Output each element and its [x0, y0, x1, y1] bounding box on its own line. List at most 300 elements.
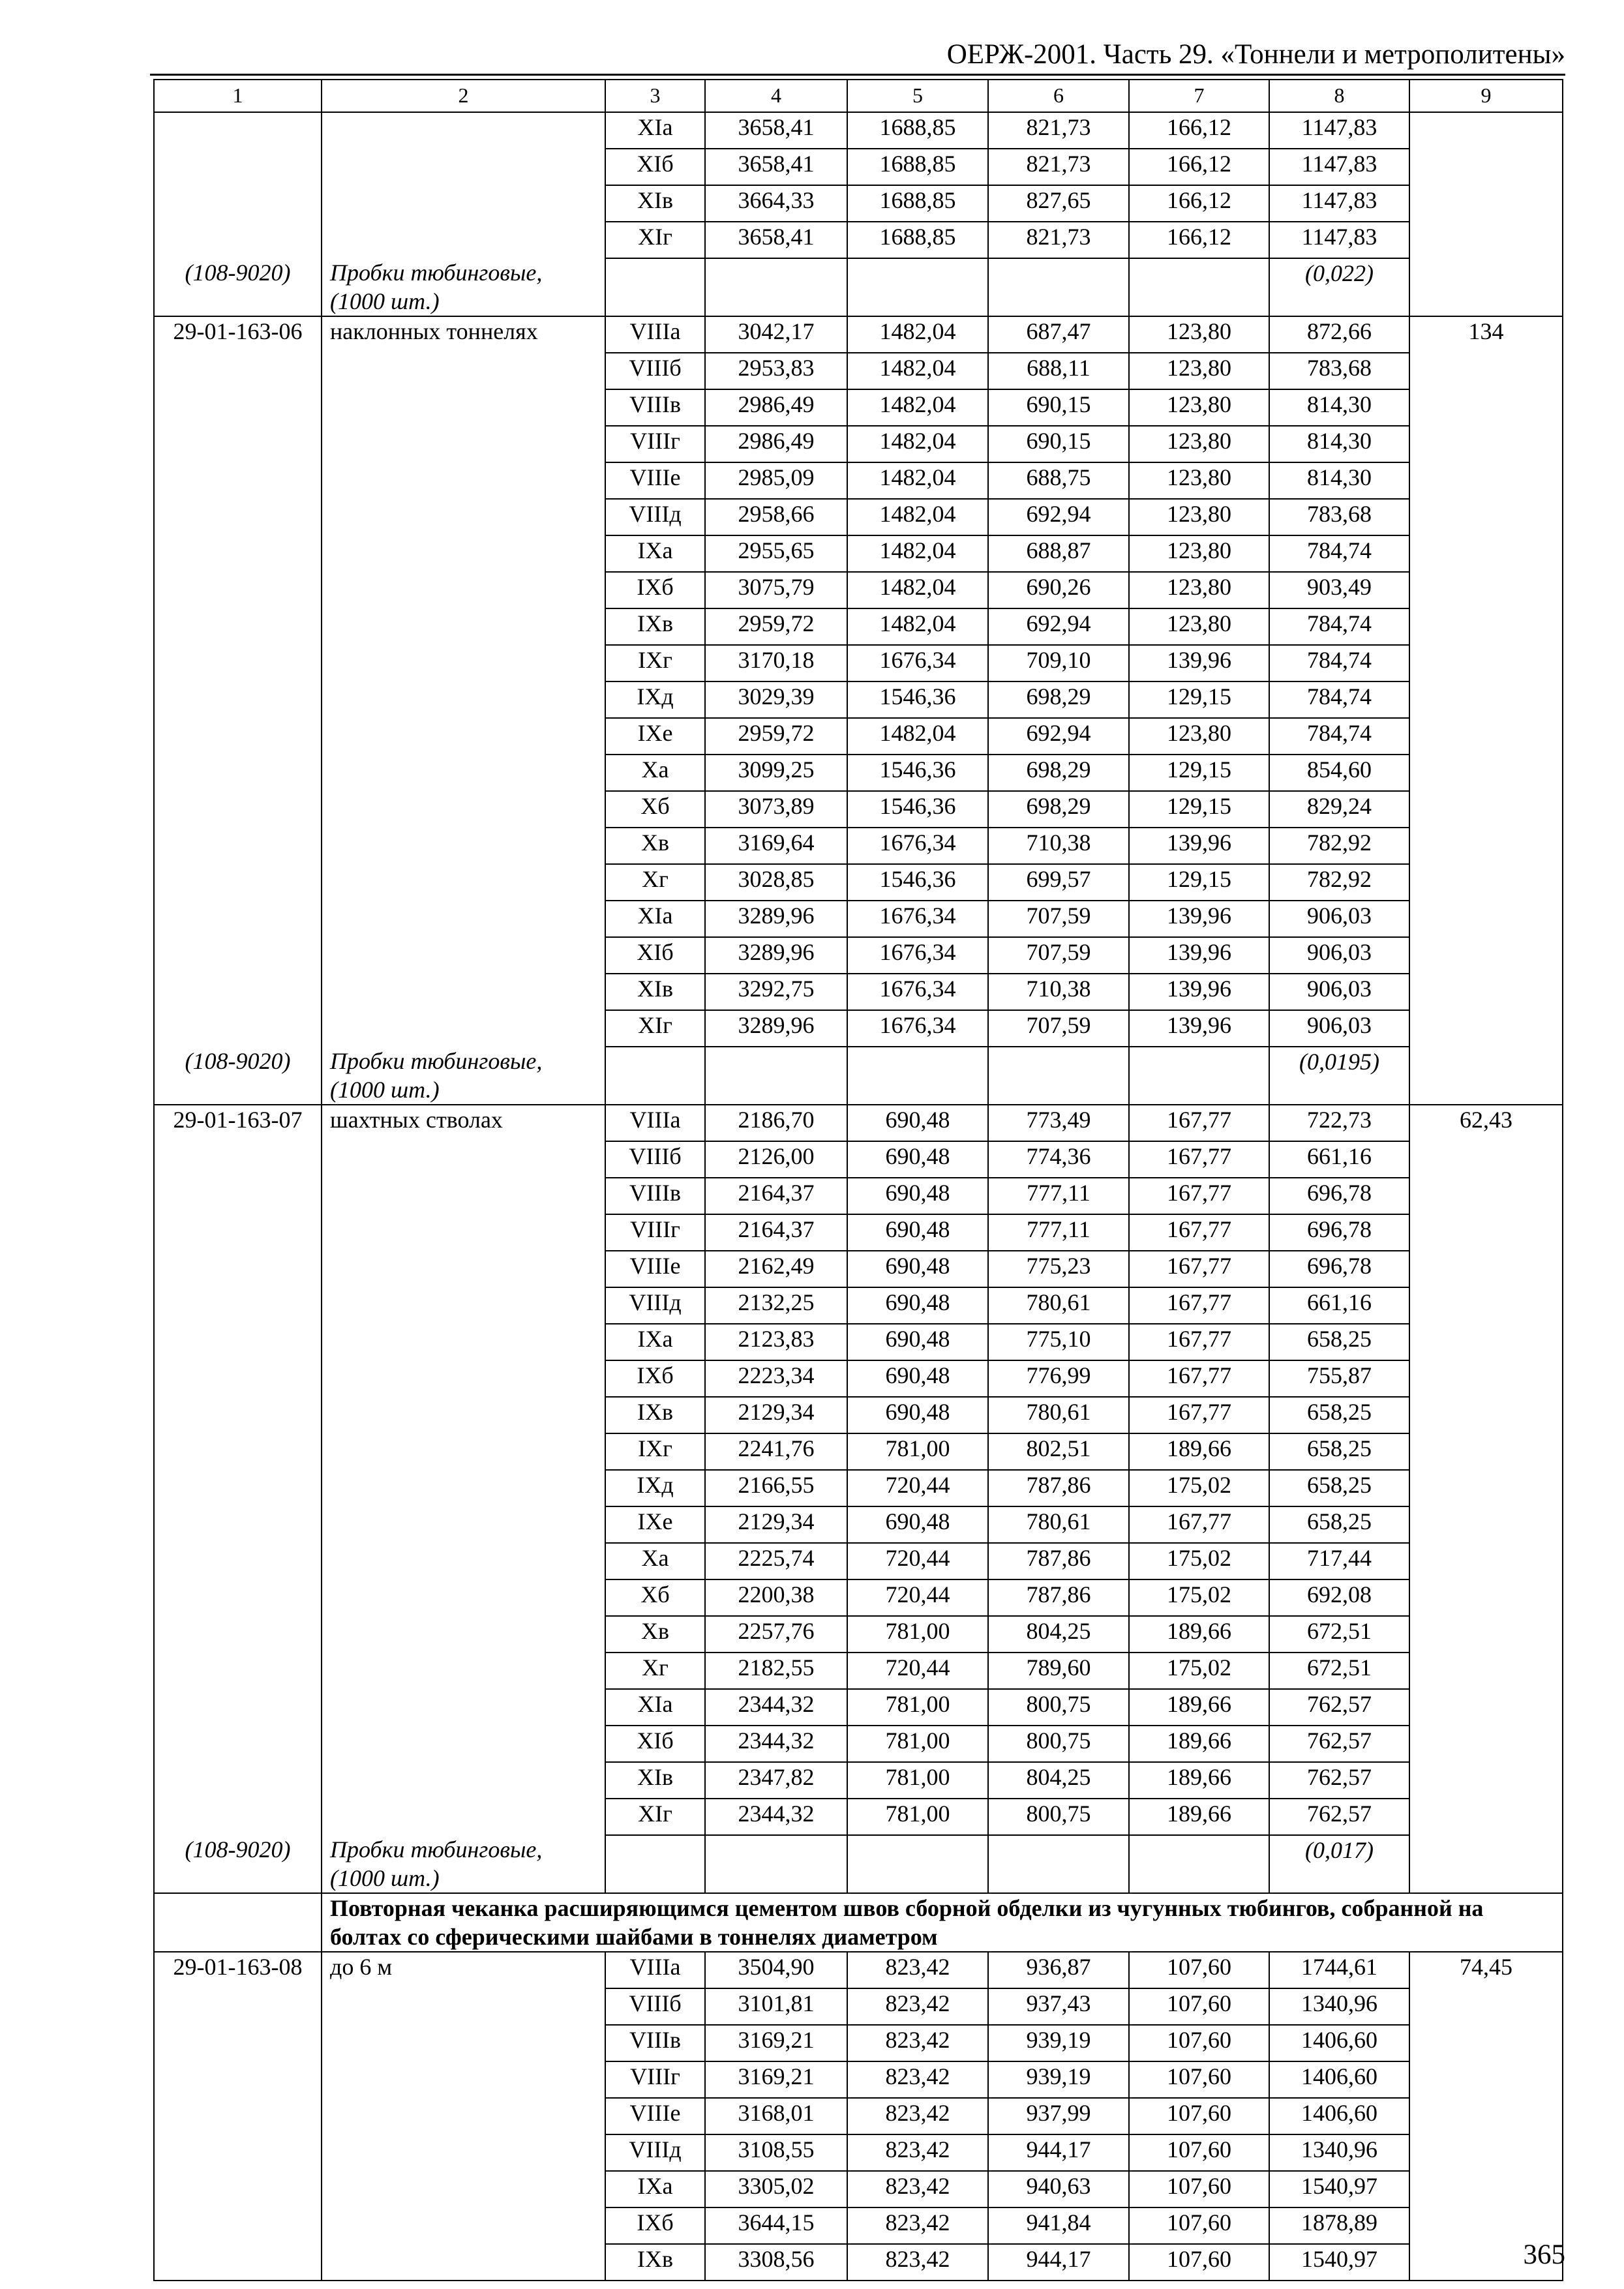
- work-name-cell: [322, 1470, 605, 1506]
- value-cell: 167,77: [1129, 1506, 1269, 1543]
- norm-code-cell: [154, 901, 322, 937]
- empty-cell: [705, 258, 847, 316]
- work-name-cell: [322, 149, 605, 185]
- value-cell: 1676,34: [847, 828, 988, 864]
- empty-cell: [705, 1835, 847, 1893]
- table-row: [154, 1579, 1563, 1616]
- value-cell: 782,92: [1269, 864, 1409, 901]
- region-cell: VIIIа: [605, 1952, 705, 1988]
- labor-cost-cell: [1409, 974, 1563, 1010]
- value-cell: 2200,38: [705, 1579, 847, 1616]
- value-cell: 175,02: [1129, 1470, 1269, 1506]
- labor-cost-cell: [1409, 426, 1563, 462]
- table-row: [154, 2061, 1563, 2098]
- column-number-8: 8: [1269, 80, 1409, 112]
- work-name-cell: [322, 645, 605, 681]
- value-cell: 2129,34: [705, 1506, 847, 1543]
- labor-cost-cell: [1409, 1579, 1563, 1616]
- value-cell: 690,48: [847, 1324, 988, 1360]
- value-cell: 1688,85: [847, 149, 988, 185]
- value-cell: 123,80: [1129, 389, 1269, 426]
- page-number: 365: [1523, 2239, 1565, 2270]
- labor-cost-cell: [1409, 1616, 1563, 1653]
- value-cell: 823,42: [847, 1952, 988, 1988]
- value-cell: 3168,01: [705, 2098, 847, 2134]
- value-cell: 821,73: [988, 222, 1129, 258]
- value-cell: 189,66: [1129, 1726, 1269, 1762]
- table-row: [154, 1397, 1563, 1433]
- table-row: [154, 353, 1563, 389]
- value-cell: 2347,82: [705, 1762, 847, 1799]
- region-cell: Xв: [605, 1616, 705, 1653]
- work-name-cell: [322, 2207, 605, 2244]
- work-name-cell: [322, 1506, 605, 1543]
- work-name-cell: [322, 608, 605, 645]
- labor-cost-cell: [1409, 608, 1563, 645]
- value-cell: 3289,96: [705, 1010, 847, 1047]
- value-cell: 1688,85: [847, 185, 988, 222]
- work-name-cell: [322, 1726, 605, 1762]
- norm-code-cell: [154, 185, 322, 222]
- value-cell: 692,08: [1269, 1579, 1409, 1616]
- work-name-cell: [322, 1010, 605, 1047]
- table-row: [154, 1543, 1563, 1579]
- value-cell: 3664,33: [705, 185, 847, 222]
- value-cell: 804,25: [988, 1762, 1129, 1799]
- labor-cost-cell: [1409, 755, 1563, 791]
- work-name-cell: [322, 2171, 605, 2207]
- value-cell: 781,00: [847, 1762, 988, 1799]
- value-cell: 1546,36: [847, 755, 988, 791]
- norm-code-cell: 29-01-163-07: [154, 1105, 322, 1141]
- table-row: [154, 828, 1563, 864]
- norm-code-cell: [154, 1141, 322, 1178]
- labor-cost-cell: [1409, 2098, 1563, 2134]
- material-row: [154, 1047, 1563, 1105]
- region-cell: IXд: [605, 1470, 705, 1506]
- value-cell: 692,94: [988, 718, 1129, 755]
- value-cell: 107,60: [1129, 2134, 1269, 2171]
- empty-cell: [705, 1047, 847, 1105]
- norm-code-cell: [154, 718, 322, 755]
- value-cell: 762,57: [1269, 1689, 1409, 1726]
- table-row: [154, 1799, 1563, 1835]
- region-cell: Xб: [605, 791, 705, 828]
- region-cell: VIIIг: [605, 1214, 705, 1251]
- region-cell: XIг: [605, 222, 705, 258]
- region-cell: Xа: [605, 1543, 705, 1579]
- value-cell: 2959,72: [705, 608, 847, 645]
- table-row: [154, 2207, 1563, 2244]
- value-cell: 823,42: [847, 1988, 988, 2025]
- region-cell: Xб: [605, 1579, 705, 1616]
- norm-code-cell: [154, 499, 322, 535]
- region-cell: IXг: [605, 1433, 705, 1470]
- value-cell: 3658,41: [705, 222, 847, 258]
- norm-code-cell: [154, 681, 322, 718]
- value-cell: 129,15: [1129, 791, 1269, 828]
- material-code: (108-9020): [154, 1835, 322, 1893]
- value-cell: 710,38: [988, 828, 1129, 864]
- norm-code-cell: [154, 1653, 322, 1689]
- region-cell: XIв: [605, 1762, 705, 1799]
- column-number-4: 4: [705, 80, 847, 112]
- value-cell: 167,77: [1129, 1324, 1269, 1360]
- work-name-cell: [322, 1214, 605, 1251]
- value-cell: 2953,83: [705, 353, 847, 389]
- norm-code-cell: [154, 112, 322, 149]
- value-cell: 3169,64: [705, 828, 847, 864]
- table-row: [154, 791, 1563, 828]
- norm-code-cell: [154, 1433, 322, 1470]
- work-name-cell: [322, 535, 605, 572]
- table-row: [154, 1360, 1563, 1397]
- labor-cost-cell: [1409, 535, 1563, 572]
- value-cell: 707,59: [988, 937, 1129, 974]
- value-cell: 941,84: [988, 2207, 1129, 2244]
- value-cell: 781,00: [847, 1433, 988, 1470]
- value-cell: 696,78: [1269, 1178, 1409, 1214]
- value-cell: 775,23: [988, 1251, 1129, 1287]
- labor-cost-cell: [1409, 1287, 1563, 1324]
- region-cell: VIIIб: [605, 1141, 705, 1178]
- table-row: [154, 901, 1563, 937]
- value-cell: 774,36: [988, 1141, 1129, 1178]
- value-cell: 139,96: [1129, 974, 1269, 1010]
- value-cell: 139,96: [1129, 828, 1269, 864]
- value-cell: 123,80: [1129, 353, 1269, 389]
- table-row: [154, 149, 1563, 185]
- work-name-cell: [322, 1653, 605, 1689]
- table-row: [154, 1010, 1563, 1047]
- table-row: [154, 1105, 1563, 1141]
- region-cell: VIIIв: [605, 1178, 705, 1214]
- norm-code-cell: [154, 389, 322, 426]
- table-row: [154, 1506, 1563, 1543]
- work-name-cell: [322, 1616, 605, 1653]
- region-cell: IXб: [605, 2207, 705, 2244]
- value-cell: 787,86: [988, 1579, 1129, 1616]
- labor-cost-cell: [1409, 185, 1563, 222]
- work-name-cell: [322, 353, 605, 389]
- table-row: [154, 1251, 1563, 1287]
- value-cell: 175,02: [1129, 1579, 1269, 1616]
- value-cell: 777,11: [988, 1178, 1129, 1214]
- value-cell: 3108,55: [705, 2134, 847, 2171]
- table-row: [154, 645, 1563, 681]
- value-cell: 699,57: [988, 864, 1129, 901]
- region-cell: IXб: [605, 572, 705, 608]
- value-cell: 123,80: [1129, 426, 1269, 462]
- value-cell: 658,25: [1269, 1506, 1409, 1543]
- region-cell: IXв: [605, 1397, 705, 1433]
- value-cell: 1540,97: [1269, 2244, 1409, 2281]
- labor-cost-cell: [1409, 1324, 1563, 1360]
- value-cell: 1482,04: [847, 316, 988, 353]
- region-cell: VIIIг: [605, 2061, 705, 2098]
- work-name-cell: [322, 1689, 605, 1726]
- value-cell: 2164,37: [705, 1178, 847, 1214]
- value-cell: 1406,60: [1269, 2025, 1409, 2061]
- value-cell: 782,92: [1269, 828, 1409, 864]
- table-row: [154, 1141, 1563, 1178]
- norm-code-cell: [154, 1579, 322, 1616]
- value-cell: 167,77: [1129, 1287, 1269, 1324]
- table-row: [154, 222, 1563, 258]
- value-cell: 707,59: [988, 1010, 1129, 1047]
- value-cell: 823,42: [847, 2025, 988, 2061]
- value-cell: 784,74: [1269, 681, 1409, 718]
- value-cell: 107,60: [1129, 2244, 1269, 2281]
- labor-cost-cell: [1409, 1506, 1563, 1543]
- table-row: [154, 2134, 1563, 2171]
- value-cell: 698,29: [988, 681, 1129, 718]
- value-cell: 1482,04: [847, 462, 988, 499]
- value-cell: 3658,41: [705, 112, 847, 149]
- region-cell: IXв: [605, 2244, 705, 2281]
- value-cell: 1676,34: [847, 645, 988, 681]
- material-name: Пробки тюбинговые, (1000 шт.): [322, 1047, 605, 1105]
- value-cell: 139,96: [1129, 901, 1269, 937]
- value-cell: 1147,83: [1269, 149, 1409, 185]
- value-cell: 1406,60: [1269, 2061, 1409, 2098]
- value-cell: 783,68: [1269, 353, 1409, 389]
- norm-code-cell: [154, 1988, 322, 2025]
- value-cell: 784,74: [1269, 608, 1409, 645]
- value-cell: 2955,65: [705, 535, 847, 572]
- labor-cost-cell: [1409, 1762, 1563, 1799]
- value-cell: 936,87: [988, 1952, 1129, 1988]
- table-row: [154, 1214, 1563, 1251]
- region-cell: XIб: [605, 1726, 705, 1762]
- work-name-cell: [322, 499, 605, 535]
- work-name-cell: [322, 937, 605, 974]
- table-row: [154, 937, 1563, 974]
- value-cell: 123,80: [1129, 718, 1269, 755]
- region-cell: VIIIв: [605, 2025, 705, 2061]
- table-row: [154, 2098, 1563, 2134]
- value-cell: 722,73: [1269, 1105, 1409, 1141]
- work-name-cell: наклонных тоннелях: [322, 316, 605, 353]
- labor-cost-cell: [1409, 2025, 1563, 2061]
- value-cell: 814,30: [1269, 426, 1409, 462]
- labor-cost-cell: [1409, 149, 1563, 185]
- value-cell: 944,17: [988, 2244, 1129, 2281]
- value-cell: 2257,76: [705, 1616, 847, 1653]
- table-row: [154, 1616, 1563, 1653]
- table-row: [154, 864, 1563, 901]
- value-cell: 3169,21: [705, 2025, 847, 2061]
- work-name-cell: [322, 1762, 605, 1799]
- work-name-cell: [322, 755, 605, 791]
- value-cell: 939,19: [988, 2025, 1129, 2061]
- value-cell: 189,66: [1129, 1799, 1269, 1835]
- value-cell: 690,48: [847, 1141, 988, 1178]
- work-name-cell: [322, 185, 605, 222]
- value-cell: 823,42: [847, 2098, 988, 2134]
- value-cell: 1482,04: [847, 353, 988, 389]
- labor-cost-cell: [1409, 1988, 1563, 2025]
- labor-cost-cell: [1409, 1653, 1563, 1689]
- value-cell: 167,77: [1129, 1397, 1269, 1433]
- table-row: [154, 572, 1563, 608]
- value-cell: 139,96: [1129, 1010, 1269, 1047]
- table-row: [154, 112, 1563, 149]
- value-cell: 129,15: [1129, 681, 1269, 718]
- norm-code-cell: [154, 2098, 322, 2134]
- value-cell: 688,75: [988, 462, 1129, 499]
- value-cell: 1676,34: [847, 1010, 988, 1047]
- value-cell: 698,29: [988, 755, 1129, 791]
- labor-cost-cell: [1409, 828, 1563, 864]
- value-cell: 780,61: [988, 1287, 1129, 1324]
- work-name-cell: [322, 2061, 605, 2098]
- value-cell: 2344,32: [705, 1726, 847, 1762]
- value-cell: 777,11: [988, 1214, 1129, 1251]
- value-cell: 814,30: [1269, 462, 1409, 499]
- value-cell: 720,44: [847, 1579, 988, 1616]
- region-cell: VIIIг: [605, 426, 705, 462]
- value-cell: 123,80: [1129, 608, 1269, 645]
- work-name-cell: [322, 1324, 605, 1360]
- value-cell: 720,44: [847, 1470, 988, 1506]
- value-cell: 690,48: [847, 1214, 988, 1251]
- value-cell: 1482,04: [847, 718, 988, 755]
- labor-cost-cell: [1409, 718, 1563, 755]
- work-name-cell: [322, 2244, 605, 2281]
- table-row: [154, 1988, 1563, 2025]
- norm-code-cell: [154, 426, 322, 462]
- table-row: [154, 718, 1563, 755]
- norm-code-cell: [154, 1214, 322, 1251]
- material-value: (0,0195): [1269, 1047, 1409, 1105]
- value-cell: 3658,41: [705, 149, 847, 185]
- value-cell: 3028,85: [705, 864, 847, 901]
- work-name-cell: [322, 864, 605, 901]
- column-number-2: 2: [322, 80, 605, 112]
- column-number-1: 1: [154, 80, 322, 112]
- region-cell: VIIIа: [605, 316, 705, 353]
- work-name-cell: [322, 1287, 605, 1324]
- material-value: (0,022): [1269, 258, 1409, 316]
- value-cell: 823,42: [847, 2134, 988, 2171]
- work-name-cell: [322, 112, 605, 149]
- norm-code-cell: 29-01-163-08: [154, 1952, 322, 1988]
- work-name-cell: до 6 м: [322, 1952, 605, 1988]
- table-row: [154, 2244, 1563, 2281]
- work-name-cell: [322, 1360, 605, 1397]
- value-cell: 783,68: [1269, 499, 1409, 535]
- value-cell: 762,57: [1269, 1762, 1409, 1799]
- table-row: [154, 1653, 1563, 1689]
- value-cell: 1340,96: [1269, 2134, 1409, 2171]
- value-cell: 775,10: [988, 1324, 1129, 1360]
- value-cell: 1147,83: [1269, 112, 1409, 149]
- labor-cost-cell: [1409, 1178, 1563, 1214]
- labor-cost-cell: 134: [1409, 316, 1563, 353]
- value-cell: 107,60: [1129, 2025, 1269, 2061]
- region-cell: XIа: [605, 112, 705, 149]
- table-row: [154, 535, 1563, 572]
- region-cell: VIIIв: [605, 389, 705, 426]
- labor-cost-cell: [1409, 937, 1563, 974]
- table-row: [154, 608, 1563, 645]
- empty-cell: [1129, 1835, 1269, 1893]
- value-cell: 823,42: [847, 2207, 988, 2244]
- value-cell: 1688,85: [847, 112, 988, 149]
- value-cell: 123,80: [1129, 535, 1269, 572]
- work-name-cell: шахтных стволах: [322, 1105, 605, 1141]
- value-cell: 781,00: [847, 1616, 988, 1653]
- value-cell: 787,86: [988, 1543, 1129, 1579]
- value-cell: 2182,55: [705, 1653, 847, 1689]
- region-cell: VIIIе: [605, 2098, 705, 2134]
- material-name: Пробки тюбинговые, (1000 шт.): [322, 1835, 605, 1893]
- empty-cell: [847, 1835, 988, 1893]
- value-cell: 814,30: [1269, 389, 1409, 426]
- value-cell: 692,94: [988, 499, 1129, 535]
- value-cell: 2344,32: [705, 1799, 847, 1835]
- work-name-cell: [322, 1141, 605, 1178]
- value-cell: 787,86: [988, 1470, 1129, 1506]
- region-cell: IXд: [605, 681, 705, 718]
- material-row: [154, 1835, 1563, 1893]
- work-name-cell: [322, 1988, 605, 2025]
- empty-cell: [988, 258, 1129, 316]
- table-row: [154, 2171, 1563, 2207]
- value-cell: 690,26: [988, 572, 1129, 608]
- labor-cost-cell: [1409, 112, 1563, 149]
- norm-code-cell: [154, 1178, 322, 1214]
- value-cell: 780,61: [988, 1397, 1129, 1433]
- value-cell: 2162,49: [705, 1251, 847, 1287]
- page-header-title: ОЕРЖ-2001. Часть 29. «Тоннели и метрополитены»: [946, 39, 1565, 70]
- material-code: (108-9020): [154, 1047, 322, 1105]
- value-cell: 3075,79: [705, 572, 847, 608]
- norm-code-cell: [154, 755, 322, 791]
- labor-cost-cell: [1409, 353, 1563, 389]
- value-cell: 189,66: [1129, 1433, 1269, 1470]
- value-cell: 690,48: [847, 1506, 988, 1543]
- value-cell: 773,49: [988, 1105, 1129, 1141]
- column-number-row: [154, 80, 1563, 112]
- work-name-cell: [322, 389, 605, 426]
- work-name-cell: [322, 1543, 605, 1579]
- value-cell: 800,75: [988, 1726, 1129, 1762]
- region-cell: VIIIа: [605, 1105, 705, 1141]
- region-cell: XIг: [605, 1010, 705, 1047]
- material-code: (108-9020): [154, 258, 322, 316]
- table-row: [154, 1726, 1563, 1762]
- value-cell: 123,80: [1129, 499, 1269, 535]
- section-heading-row: [154, 1893, 1563, 1952]
- norm-code-cell: [154, 149, 322, 185]
- region-cell: Xв: [605, 828, 705, 864]
- value-cell: 690,48: [847, 1287, 988, 1324]
- labor-cost-cell: 74,45: [1409, 1952, 1563, 1988]
- value-cell: 661,16: [1269, 1141, 1409, 1178]
- value-cell: 658,25: [1269, 1470, 1409, 1506]
- value-cell: 2959,72: [705, 718, 847, 755]
- region-cell: XIв: [605, 185, 705, 222]
- labor-cost-cell: [1409, 791, 1563, 828]
- empty-cell: [1129, 1047, 1269, 1105]
- value-cell: 829,24: [1269, 791, 1409, 828]
- labor-cost-cell: [1409, 1010, 1563, 1047]
- region-cell: VIIIб: [605, 1988, 705, 2025]
- norm-code-cell: [154, 535, 322, 572]
- norm-code-cell: [154, 937, 322, 974]
